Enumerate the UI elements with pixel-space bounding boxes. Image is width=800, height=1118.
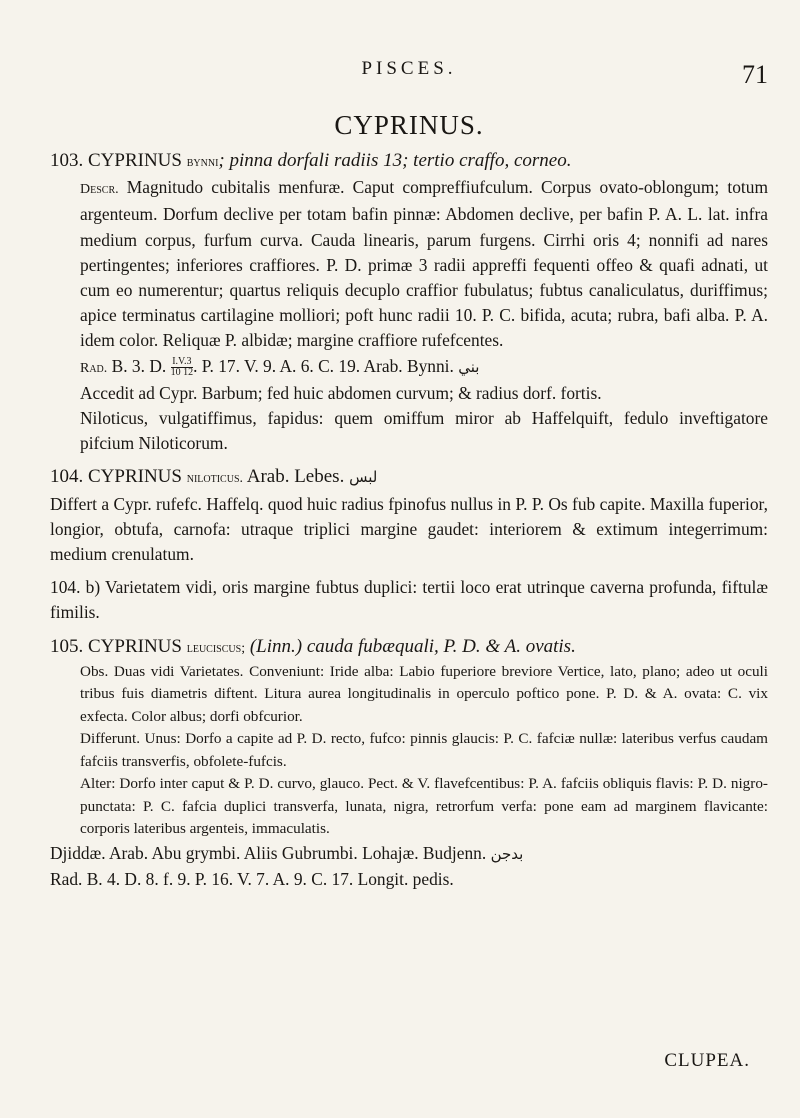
running-title: PISCES. bbox=[361, 58, 457, 79]
entry-103-description bbox=[50, 175, 768, 353]
entry-105-names bbox=[50, 841, 768, 867]
genus-name: CYPRINUS bbox=[88, 150, 182, 171]
diagnosis: (Linn.) cauda fubæquali, P. D. & A. ovatis. bbox=[245, 635, 576, 657]
section-title: CYPRINUS. bbox=[334, 110, 484, 140]
descr-text: Magnitudo cubitalis menfuræ. Caput compreffiufculum. Corpus ovato-oblongum; totum argenteum. Dorfum declive per totam bafin pinnæ: Abdomen declive, per bafin P. A. L. lat. infra medium corpus, furfum curva. Cauda linearis, parum furgens. Cirrhi oris 4; nonnifi ad nares pertingentes; inferiores craffiores. P. D. primæ 3 radii appreffi fequenti offeo & quafi adnati, ut cum eo numerentur; quartus reliquis decuplo craffior fubulatus; fubtus canaliculatus, duriffimus; apice terminatus cartilagine molliori; poft hunc radii 10. P. C. bifida, acuta; rubra, bafi alba. P. A. idem color. Reliquæ P. albidæ; margine craffiore rufefcentes. bbox=[80, 177, 768, 351]
arabic-name: لبس bbox=[349, 468, 378, 487]
entry-number: 105. bbox=[50, 635, 84, 657]
entry-105-rad: Rad. B. 4. D. 8. f. 9. P. 16. V. 7. A. 9. C. 17. Longit. pedis. bbox=[50, 869, 454, 890]
variety-text: Varietatem vidi, oris margine fubtus duplici: tertii loco erat utrinque caverna profunda, fiftulæ fimilis. bbox=[50, 577, 768, 623]
obs-line: Obs. Duas vidi Varietates. Conveniunt: Iride alba: Labio fuperiore breviore Vertice, lato, plano; adeo ut oculi tribus fuis diametris diftent. Litura aurea longitudinalis in operculo poftico pone. P. D. & A. ovata: C. vix exfecta. Color albus; dorfi obfcurior. bbox=[80, 662, 768, 725]
entry-104-heading bbox=[50, 464, 768, 491]
page-number: 71 bbox=[742, 60, 768, 89]
entry-105-heading bbox=[50, 634, 768, 661]
entry-104-text: Differt a Cypr. rufefc. Haffelq. quod huic radius fpinofus nullus in P. P. Os fub capite. Maxilla fuperior, longior, obtufa, carnofa: utraque triplici margine gaudet: interiorem & extimum integerrimum: medium crenulatum. bbox=[50, 493, 768, 565]
entry-104b bbox=[50, 575, 768, 625]
entry-number: 104. bbox=[50, 466, 84, 488]
obs-line: Alter: Dorfo inter caput & P. D. curvo, glauco. Pect. & V. flavefcentibus: P. A. fafciis obliquis flavis: P. D. nigro-punctata: P. C. fafcia duplici transverfa, lunata, nigra, retrorfum verfa: pone eam ad marginem flavicante: corporis lateribus argenteis, immaculatis. bbox=[80, 775, 768, 838]
entry-103-heading bbox=[50, 148, 768, 175]
obs-line: Differunt. Unus: Dorfo a capite ad P. D. recto, fufco: pinnis glaucis: P. C. fafciæ nullæ: lateribus verfus caudam fafciis transverfis, obfolete-fufcis. bbox=[80, 730, 768, 770]
descr-label: Descr. bbox=[80, 182, 119, 198]
vernacular-names: Djiddæ. Arab. Abu grymbi. Aliis Gubrumbi. Lohajæ. Budjenn. bbox=[50, 842, 487, 863]
arabic-label: Arab. Lebes. bbox=[243, 466, 345, 488]
species-epithet: bynni bbox=[186, 155, 219, 170]
body-text bbox=[50, 148, 768, 892]
rad-label: Rad. bbox=[80, 360, 108, 376]
arabic-name: بدجن bbox=[490, 844, 524, 863]
page bbox=[50, 0, 768, 1118]
entry-103-rad: Rad. B. 3. D. $\frac{I.V.3}{10 12}$ . P. 17. V. 9. A. 6. C. 19. Arab. Bynni. بني bbox=[80, 355, 480, 379]
genus-name: CYPRINUS bbox=[88, 466, 182, 488]
entry-103-note-2: Niloticus, vulgatiffimus, fapidus: quem omiffum miror ab Haffelquift, fedulo inveftigatore pifcium Niloticorum. bbox=[80, 408, 768, 454]
entry-105-observations bbox=[50, 661, 768, 841]
entry-number: 104. b) bbox=[50, 577, 101, 598]
species-epithet: niloticus. bbox=[186, 471, 244, 487]
diagnosis: ; pinna dorfali radiis 13; tertio craffo, corneo. bbox=[218, 150, 572, 171]
rad-fraction: $\frac{I.V.3}{10 12}$ bbox=[170, 356, 194, 379]
catchword: CLUPEA. bbox=[664, 1050, 750, 1071]
species-epithet: leuciscus; bbox=[186, 640, 246, 656]
page-header bbox=[50, 58, 768, 98]
entry-number: 103. bbox=[50, 150, 84, 171]
arabic-name: بني bbox=[458, 357, 480, 376]
genus-name: CYPRINUS bbox=[88, 635, 182, 657]
entry-103-note-1: Accedit ad Cypr. Barbum; fed huic abdomen curvum; & radius dorf. fortis. bbox=[80, 382, 602, 403]
